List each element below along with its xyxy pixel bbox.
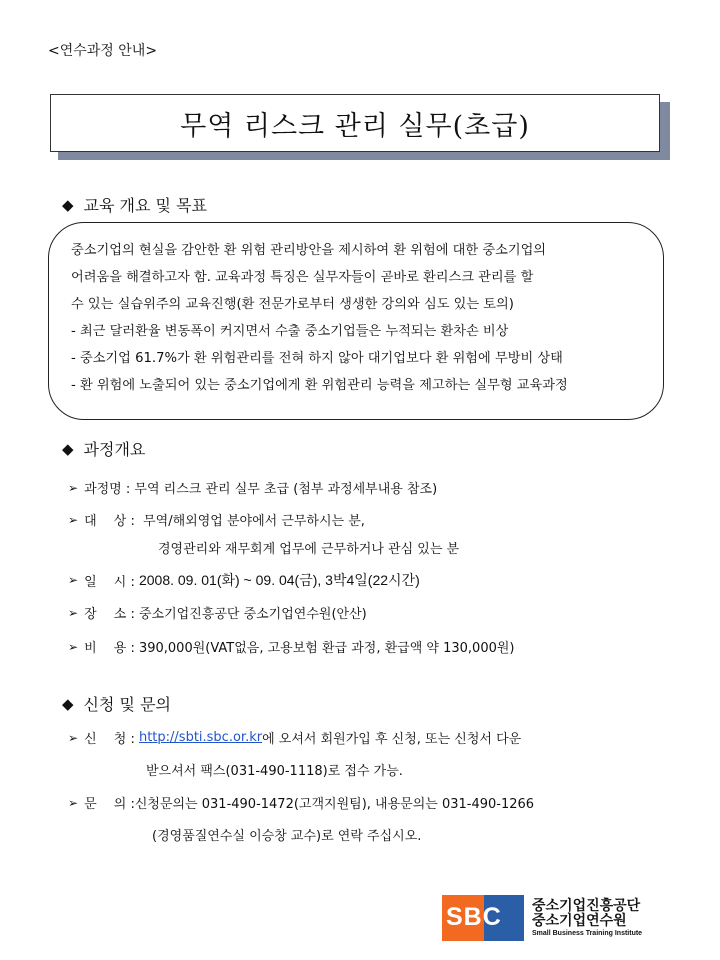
course-fee-row [68, 637, 515, 656]
logo-english: Small Business Training Institute [532, 929, 643, 937]
page-title: 무역 리스크 관리 실무(초급) [50, 94, 660, 152]
course-fee-value: 390,000원(VAT없음, 고용보험 환급 과정, 환급액 약 130,000원) [138, 641, 515, 656]
arrow-bullet-icon: ➢ [68, 795, 79, 810]
diamond-bullet-icon: ◆ [62, 195, 74, 214]
arrow-bullet-icon: ➢ [68, 480, 79, 495]
course-target-value-2: 경영관리와 재무회계 업무에 근무하거나 관심 있는 분 [158, 542, 460, 557]
sbc-logo [442, 893, 676, 943]
overview-line: - 중소기업 61.7%가 환 위험관리를 전혀 하지 않아 대기업보다 환 위험에 무방비 상태 [71, 351, 563, 366]
diamond-bullet-icon: ◆ [62, 439, 74, 458]
sbc-logo-mark [442, 895, 524, 941]
logo-line-2: 중소기업연수원 [532, 913, 627, 930]
course-place-row [68, 603, 367, 622]
diamond-bullet-icon: ◆ [62, 694, 74, 713]
course-place-value: 중소기업진흥공단 중소기업연수원(안산) [138, 607, 367, 622]
section-apply [62, 692, 171, 715]
course-date-row [68, 570, 420, 590]
course-target-label: 대 상 : [84, 514, 135, 529]
overview-line: - 최근 달러환율 변동폭이 커지면서 수출 중소기업들은 누적되는 환차손 비상 [71, 324, 509, 339]
course-target-value: 무역/해외영업 분야에서 근무하시는 분, [143, 514, 365, 529]
overview-line: 중소기업의 현실을 감안한 환 위험 관리방안을 제시하여 환 위험에 대한 중소기업의 [71, 243, 547, 258]
logo-line-1: 중소기업진흥공단 [532, 897, 641, 914]
signup-link[interactable]: http://sbti.sbc.or.kr [138, 730, 263, 745]
apply-signup-row [68, 728, 521, 747]
apply-signup-label: 신 청 : [84, 732, 135, 747]
course-date-value: 2008. 09. 01(화) ~ 09. 04(금), 3박4일(22시간) [138, 572, 420, 588]
apply-inquiry-row [68, 793, 534, 812]
section-apply-heading: 신청 및 문의 [83, 695, 171, 714]
section-goals [62, 193, 207, 216]
course-place-label: 장 소 : [84, 607, 135, 622]
apply-signup-value: 에 오셔서 회원가입 후 신청, 또는 신청서 다운 [262, 732, 522, 747]
course-date-label: 일 시 : [84, 574, 135, 590]
arrow-bullet-icon: ➢ [68, 512, 79, 527]
arrow-bullet-icon: ➢ [68, 573, 79, 587]
sbc-logo-text [532, 899, 642, 937]
arrow-bullet-icon: ➢ [68, 605, 79, 620]
arrow-bullet-icon: ➢ [68, 639, 79, 654]
apply-inquiry-value-2: (경영품질연수실 이승창 교수)로 연락 주십시오. [152, 829, 422, 844]
section-course-heading: 과정개요 [83, 440, 146, 459]
apply-inquiry-label: 문 의 : [84, 797, 135, 812]
section-goals-heading: 교육 개요 및 목표 [83, 196, 207, 215]
apply-inquiry-value: 신청문의는 031-490-1472(고객지원팀), 내용문의는 031-490-1266 [134, 797, 535, 812]
sbc-logo-mark-text: SBC [446, 903, 502, 931]
overview-line: 어려움을 해결하고자 함. 교육과정 특징은 실무자들이 곧바로 환리스크 관리를 할 [71, 270, 534, 285]
overview-line: - 환 위험에 노출되어 있는 중소기업에게 환 위험관리 능력을 제고하는 실무형 교육과정 [71, 378, 568, 393]
overview-box [48, 222, 664, 420]
overview-line: 수 있는 실습위주의 교육진행(환 전문가로부터 생생한 강의와 심도 있는 토의) [71, 297, 514, 312]
course-name-value: 무역 리스크 관리 실무 초급 (첨부 과정세부내용 참조) [134, 482, 438, 497]
intro-label: <연수과정 안내> [48, 43, 158, 59]
section-course [62, 437, 145, 460]
course-name-label: 과정명 : [84, 482, 131, 497]
course-name-row [68, 478, 437, 497]
arrow-bullet-icon: ➢ [68, 730, 79, 745]
course-fee-label: 비 용 : [84, 641, 135, 656]
apply-signup-value-2: 받으셔서 팩스(031-490-1118)로 접수 가능. [146, 764, 403, 779]
course-target-row [68, 510, 365, 529]
